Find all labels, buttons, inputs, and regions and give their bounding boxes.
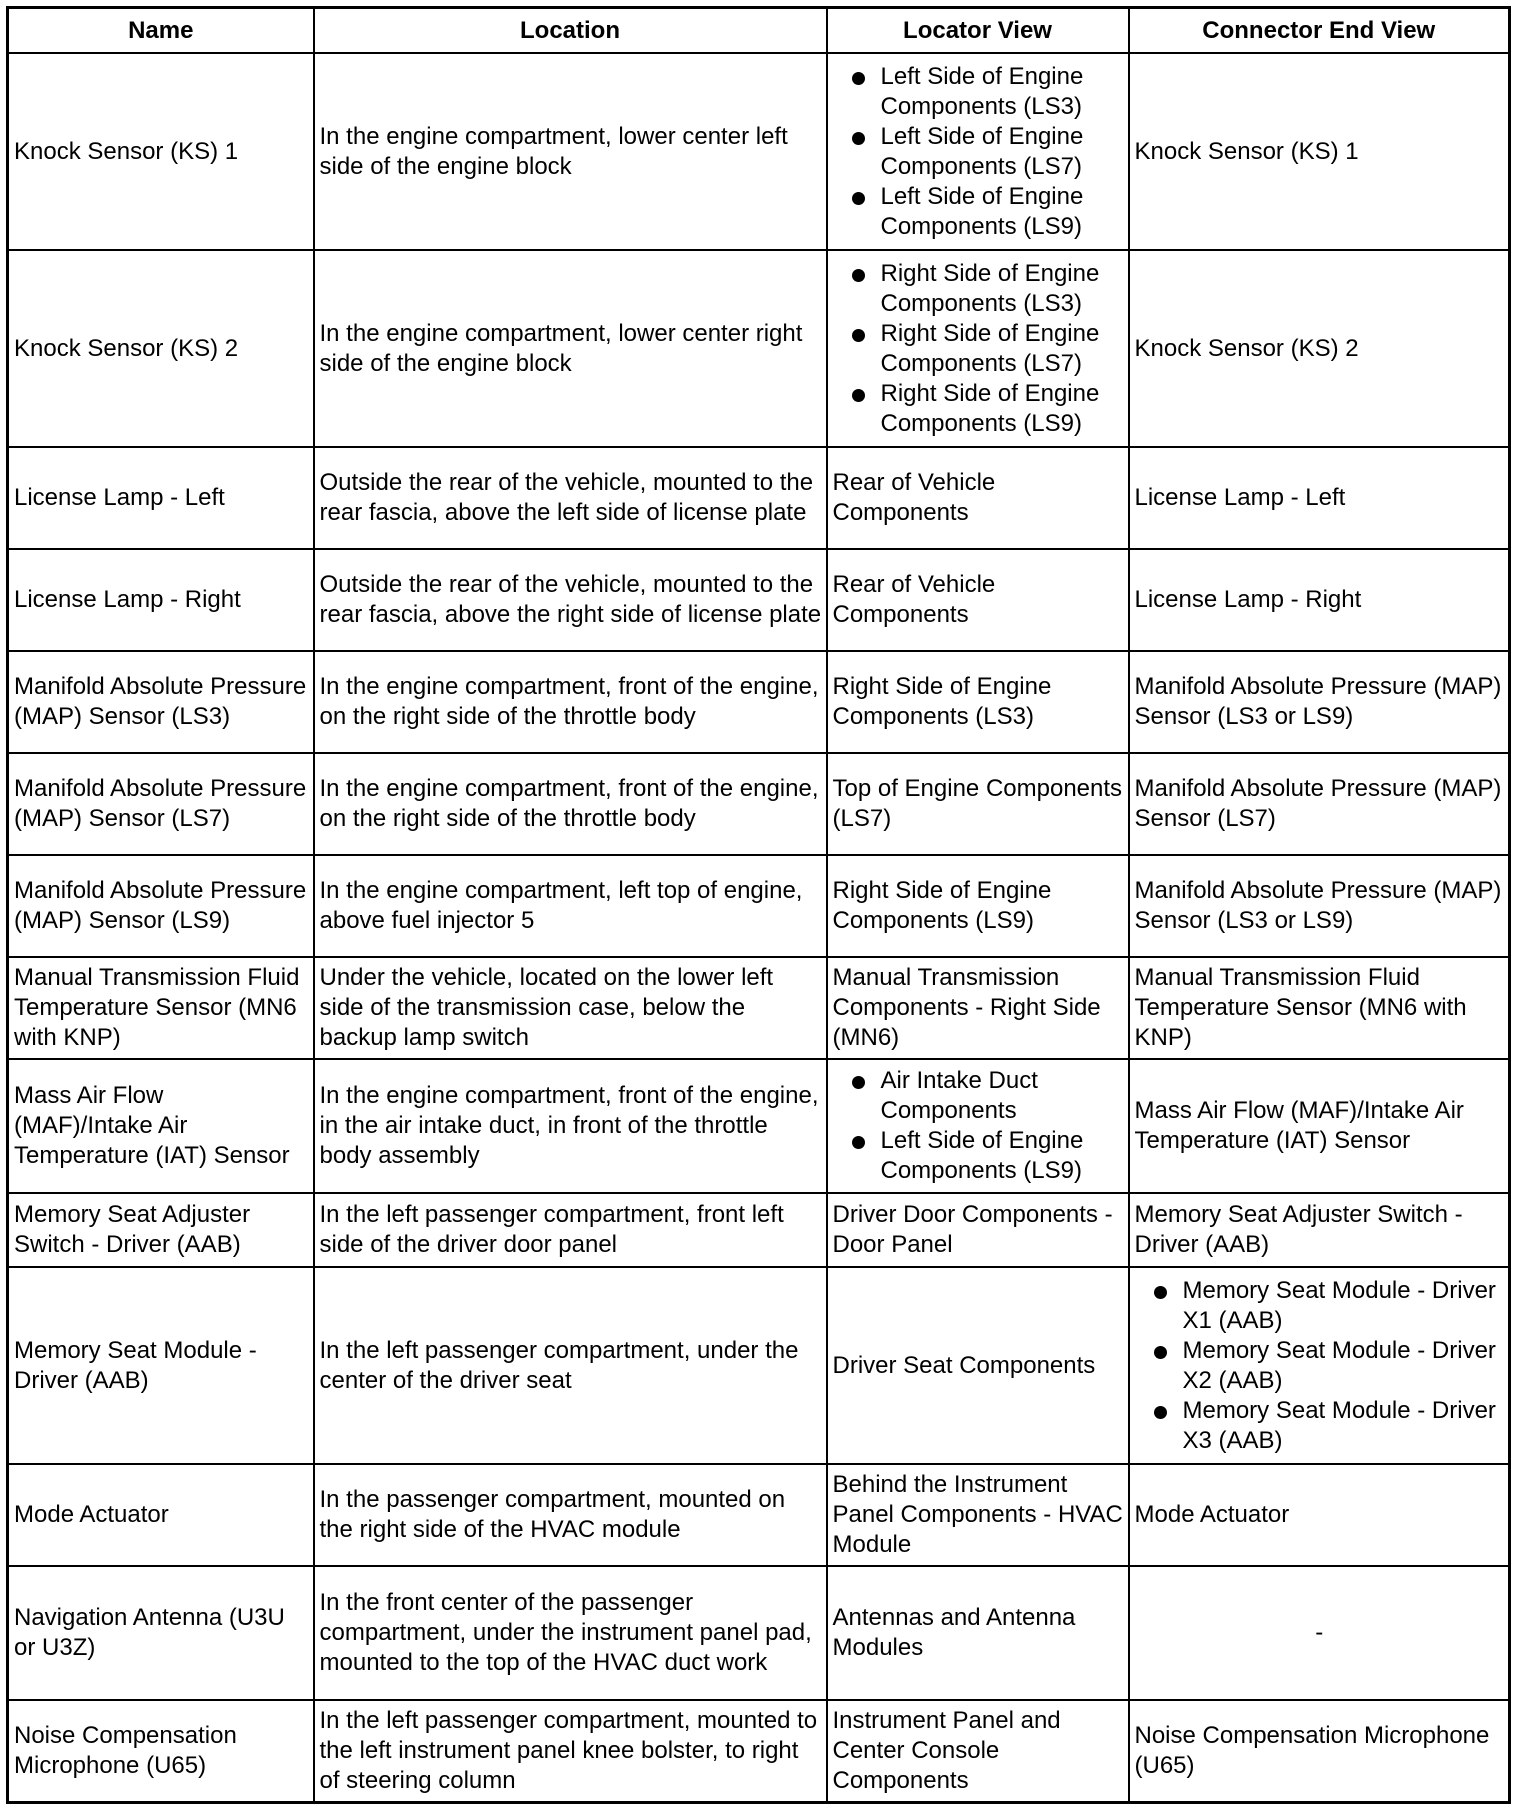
cell-locator: [827, 1059, 1129, 1193]
cell-name: Mass Air Flow (MAF)/Intake Air Temperature (IAT) Sensor: [8, 1059, 314, 1193]
locator-bullet-item: Left Side of Engine Components (LS7): [881, 122, 1124, 182]
table-row: [8, 549, 1510, 651]
table-row: [8, 855, 1510, 957]
cell-name: Manual Transmission Fluid Temperature Sensor (MN6 with KNP): [8, 957, 314, 1059]
locator-bullet-item: Left Side of Engine Components (LS3): [881, 62, 1124, 122]
cell-connector: Manifold Absolute Pressure (MAP) Sensor (LS3 or LS9): [1129, 855, 1510, 957]
connector-bullet-item: Memory Seat Module - Driver X3 (AAB): [1183, 1396, 1505, 1456]
cell-location: In the passenger compartment, mounted on the right side of the HVAC module: [314, 1464, 827, 1566]
cell-connector: Knock Sensor (KS) 1: [1129, 53, 1510, 250]
component-locator-table: [6, 6, 1511, 1804]
cell-connector: Manual Transmission Fluid Temperature Sensor (MN6 with KNP): [1129, 957, 1510, 1059]
header-row: [8, 8, 1510, 54]
cell-location: Outside the rear of the vehicle, mounted to the rear fascia, above the right side of license plate: [314, 549, 827, 651]
cell-name: Knock Sensor (KS) 2: [8, 250, 314, 447]
table-row: [8, 1193, 1510, 1267]
locator-bullet-list: [833, 62, 1124, 242]
table-row: [8, 1059, 1510, 1193]
locator-bullet-item: Right Side of Engine Components (LS9): [881, 379, 1124, 439]
cell-name: Memory Seat Module - Driver (AAB): [8, 1267, 314, 1464]
cell-location: In the engine compartment, lower center right side of the engine block: [314, 250, 827, 447]
cell-connector: License Lamp - Right: [1129, 549, 1510, 651]
cell-name: Manifold Absolute Pressure (MAP) Sensor (LS9): [8, 855, 314, 957]
cell-locator: Driver Seat Components: [827, 1267, 1129, 1464]
connector-bullet-item: Memory Seat Module - Driver X1 (AAB): [1183, 1276, 1505, 1336]
cell-locator: Right Side of Engine Components (LS3): [827, 651, 1129, 753]
locator-bullet-item: Right Side of Engine Components (LS3): [881, 259, 1124, 319]
cell-location: Outside the rear of the vehicle, mounted to the rear fascia, above the left side of license plate: [314, 447, 827, 549]
locator-bullet-item: Air Intake Duct Components: [881, 1066, 1124, 1126]
table-row: [8, 447, 1510, 549]
table-row: [8, 1464, 1510, 1566]
cell-location: In the front center of the passenger compartment, under the instrument panel pad, mounted to the top of the HVAC duct work: [314, 1566, 827, 1700]
table-row: [8, 651, 1510, 753]
cell-location: In the left passenger compartment, mounted to the left instrument panel knee bolster, to right of steering column: [314, 1700, 827, 1802]
cell-connector: Manifold Absolute Pressure (MAP) Sensor (LS3 or LS9): [1129, 651, 1510, 753]
cell-name: License Lamp - Left: [8, 447, 314, 549]
connector-bullet-item: Memory Seat Module - Driver X2 (AAB): [1183, 1336, 1505, 1396]
cell-name: Memory Seat Adjuster Switch - Driver (AAB): [8, 1193, 314, 1267]
cell-location: In the engine compartment, front of the engine, on the right side of the throttle body: [314, 753, 827, 855]
header-name: Name: [8, 8, 314, 54]
locator-bullet-item: Right Side of Engine Components (LS7): [881, 319, 1124, 379]
cell-locator: Rear of Vehicle Components: [827, 447, 1129, 549]
table-row: [8, 753, 1510, 855]
table-header: [8, 8, 1510, 54]
cell-locator: Manual Transmission Components - Right Side (MN6): [827, 957, 1129, 1059]
cell-connector: Manifold Absolute Pressure (MAP) Sensor (LS7): [1129, 753, 1510, 855]
header-location: Location: [314, 8, 827, 54]
cell-location: In the left passenger compartment, under the center of the driver seat: [314, 1267, 827, 1464]
locator-bullet-list: [833, 1066, 1124, 1186]
component-locator-table-container: [6, 6, 1508, 1802]
cell-locator: [827, 53, 1129, 250]
cell-connector: [1129, 1267, 1510, 1464]
cell-connector: -: [1129, 1566, 1510, 1700]
locator-bullet-item: Left Side of Engine Components (LS9): [881, 1126, 1124, 1186]
cell-name: Navigation Antenna (U3U or U3Z): [8, 1566, 314, 1700]
cell-locator: Behind the Instrument Panel Components - HVAC Module: [827, 1464, 1129, 1566]
table-row: [8, 1700, 1510, 1802]
cell-connector: Memory Seat Adjuster Switch - Driver (AAB): [1129, 1193, 1510, 1267]
cell-location: In the engine compartment, front of the engine, on the right side of the throttle body: [314, 651, 827, 753]
cell-name: License Lamp - Right: [8, 549, 314, 651]
cell-name: Knock Sensor (KS) 1: [8, 53, 314, 250]
cell-locator: Rear of Vehicle Components: [827, 549, 1129, 651]
locator-bullet-list: [833, 259, 1124, 439]
cell-connector: Mass Air Flow (MAF)/Intake Air Temperature (IAT) Sensor: [1129, 1059, 1510, 1193]
cell-location: In the engine compartment, front of the engine, in the air intake duct, in front of the throttle body assembly: [314, 1059, 827, 1193]
table-row: [8, 957, 1510, 1059]
cell-connector: License Lamp - Left: [1129, 447, 1510, 549]
cell-connector: Mode Actuator: [1129, 1464, 1510, 1566]
cell-location: In the engine compartment, lower center left side of the engine block: [314, 53, 827, 250]
header-connector-end-view: Connector End View: [1129, 8, 1510, 54]
cell-connector: Noise Compensation Microphone (U65): [1129, 1700, 1510, 1802]
table-row: [8, 250, 1510, 447]
cell-location: In the engine compartment, left top of engine, above fuel injector 5: [314, 855, 827, 957]
cell-locator: Antennas and Antenna Modules: [827, 1566, 1129, 1700]
cell-connector: Knock Sensor (KS) 2: [1129, 250, 1510, 447]
cell-locator: Right Side of Engine Components (LS9): [827, 855, 1129, 957]
header-locator-view: Locator View: [827, 8, 1129, 54]
cell-location: Under the vehicle, located on the lower left side of the transmission case, below the backup lamp switch: [314, 957, 827, 1059]
connector-bullet-list: [1135, 1276, 1505, 1456]
cell-name: Manifold Absolute Pressure (MAP) Sensor (LS7): [8, 753, 314, 855]
table-row: [8, 1267, 1510, 1464]
cell-name: Mode Actuator: [8, 1464, 314, 1566]
cell-locator: Instrument Panel and Center Console Components: [827, 1700, 1129, 1802]
cell-name: Noise Compensation Microphone (U65): [8, 1700, 314, 1802]
table-row: [8, 1566, 1510, 1700]
cell-locator: Top of Engine Components (LS7): [827, 753, 1129, 855]
locator-bullet-item: Left Side of Engine Components (LS9): [881, 182, 1124, 242]
table-row: [8, 53, 1510, 250]
cell-locator: [827, 250, 1129, 447]
cell-name: Manifold Absolute Pressure (MAP) Sensor (LS3): [8, 651, 314, 753]
cell-locator: Driver Door Components - Door Panel: [827, 1193, 1129, 1267]
cell-location: In the left passenger compartment, front left side of the driver door panel: [314, 1193, 827, 1267]
table-body: [8, 53, 1510, 1802]
